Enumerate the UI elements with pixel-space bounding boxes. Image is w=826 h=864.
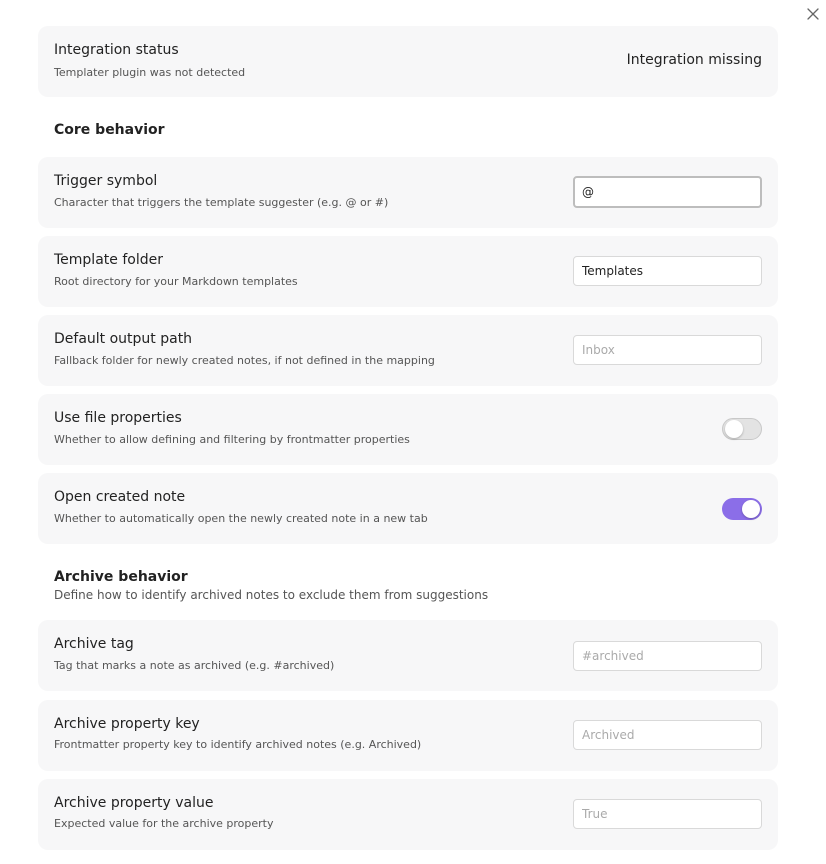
use-file-properties-card [38, 394, 778, 465]
archive-tag-title: Archive tag [54, 636, 134, 652]
template-folder-input[interactable] [573, 256, 762, 286]
integration-status-title: Integration status [54, 42, 179, 58]
use-file-properties-description: Whether to allow defining and filtering by frontmatter properties [54, 433, 410, 446]
template-folder-card [38, 236, 778, 307]
toggle-knob [725, 420, 743, 438]
archive-behavior-heading: Archive behavior [54, 569, 188, 585]
close-icon [807, 8, 819, 20]
archive-property-key-input[interactable] [573, 720, 762, 750]
default-output-path-title: Default output path [54, 331, 193, 347]
archive-tag-description: Tag that marks a note as archived (e.g. #archived) [54, 659, 335, 672]
archive-property-value-title: Archive property value [54, 795, 214, 811]
integration-status-value: Integration missing [626, 52, 762, 68]
archive-property-key-card [38, 700, 778, 771]
template-folder-description: Root directory for your Markdown templates [54, 275, 298, 288]
open-created-note-title: Open created note [54, 489, 186, 505]
template-folder-title: Template folder [54, 252, 163, 268]
default-output-path-description: Fallback folder for newly created notes, if not defined in the mapping [54, 354, 435, 367]
trigger-symbol-title: Trigger symbol [54, 173, 158, 189]
integration-status-card [38, 26, 778, 97]
integration-status-description: Templater plugin was not detected [54, 66, 246, 79]
archive-tag-card [38, 620, 778, 691]
open-created-note-toggle[interactable] [722, 498, 762, 520]
trigger-symbol-card [38, 157, 778, 228]
archive-property-key-title: Archive property key [54, 716, 200, 732]
core-behavior-heading: Core behavior [54, 122, 165, 138]
trigger-symbol-description: Character that triggers the template suggester (e.g. @ or #) [54, 196, 389, 209]
use-file-properties-title: Use file properties [54, 410, 182, 426]
archive-tag-input[interactable] [573, 641, 762, 671]
use-file-properties-toggle[interactable] [722, 418, 762, 440]
default-output-path-input[interactable] [573, 335, 762, 365]
archive-behavior-description: Define how to identify archived notes to exclude them from suggestions [54, 588, 489, 602]
open-created-note-description: Whether to automatically open the newly created note in a new tab [54, 512, 428, 525]
archive-property-value-card [38, 779, 778, 850]
trigger-symbol-input[interactable] [573, 176, 762, 208]
archive-property-key-description: Frontmatter property key to identify archived notes (e.g. Archived) [54, 738, 422, 751]
archive-property-value-input[interactable] [573, 799, 762, 829]
close-button[interactable] [803, 4, 823, 24]
archive-property-value-description: Expected value for the archive property [54, 817, 274, 830]
open-created-note-card [38, 473, 778, 544]
toggle-knob [742, 500, 760, 518]
default-output-path-card [38, 315, 778, 386]
